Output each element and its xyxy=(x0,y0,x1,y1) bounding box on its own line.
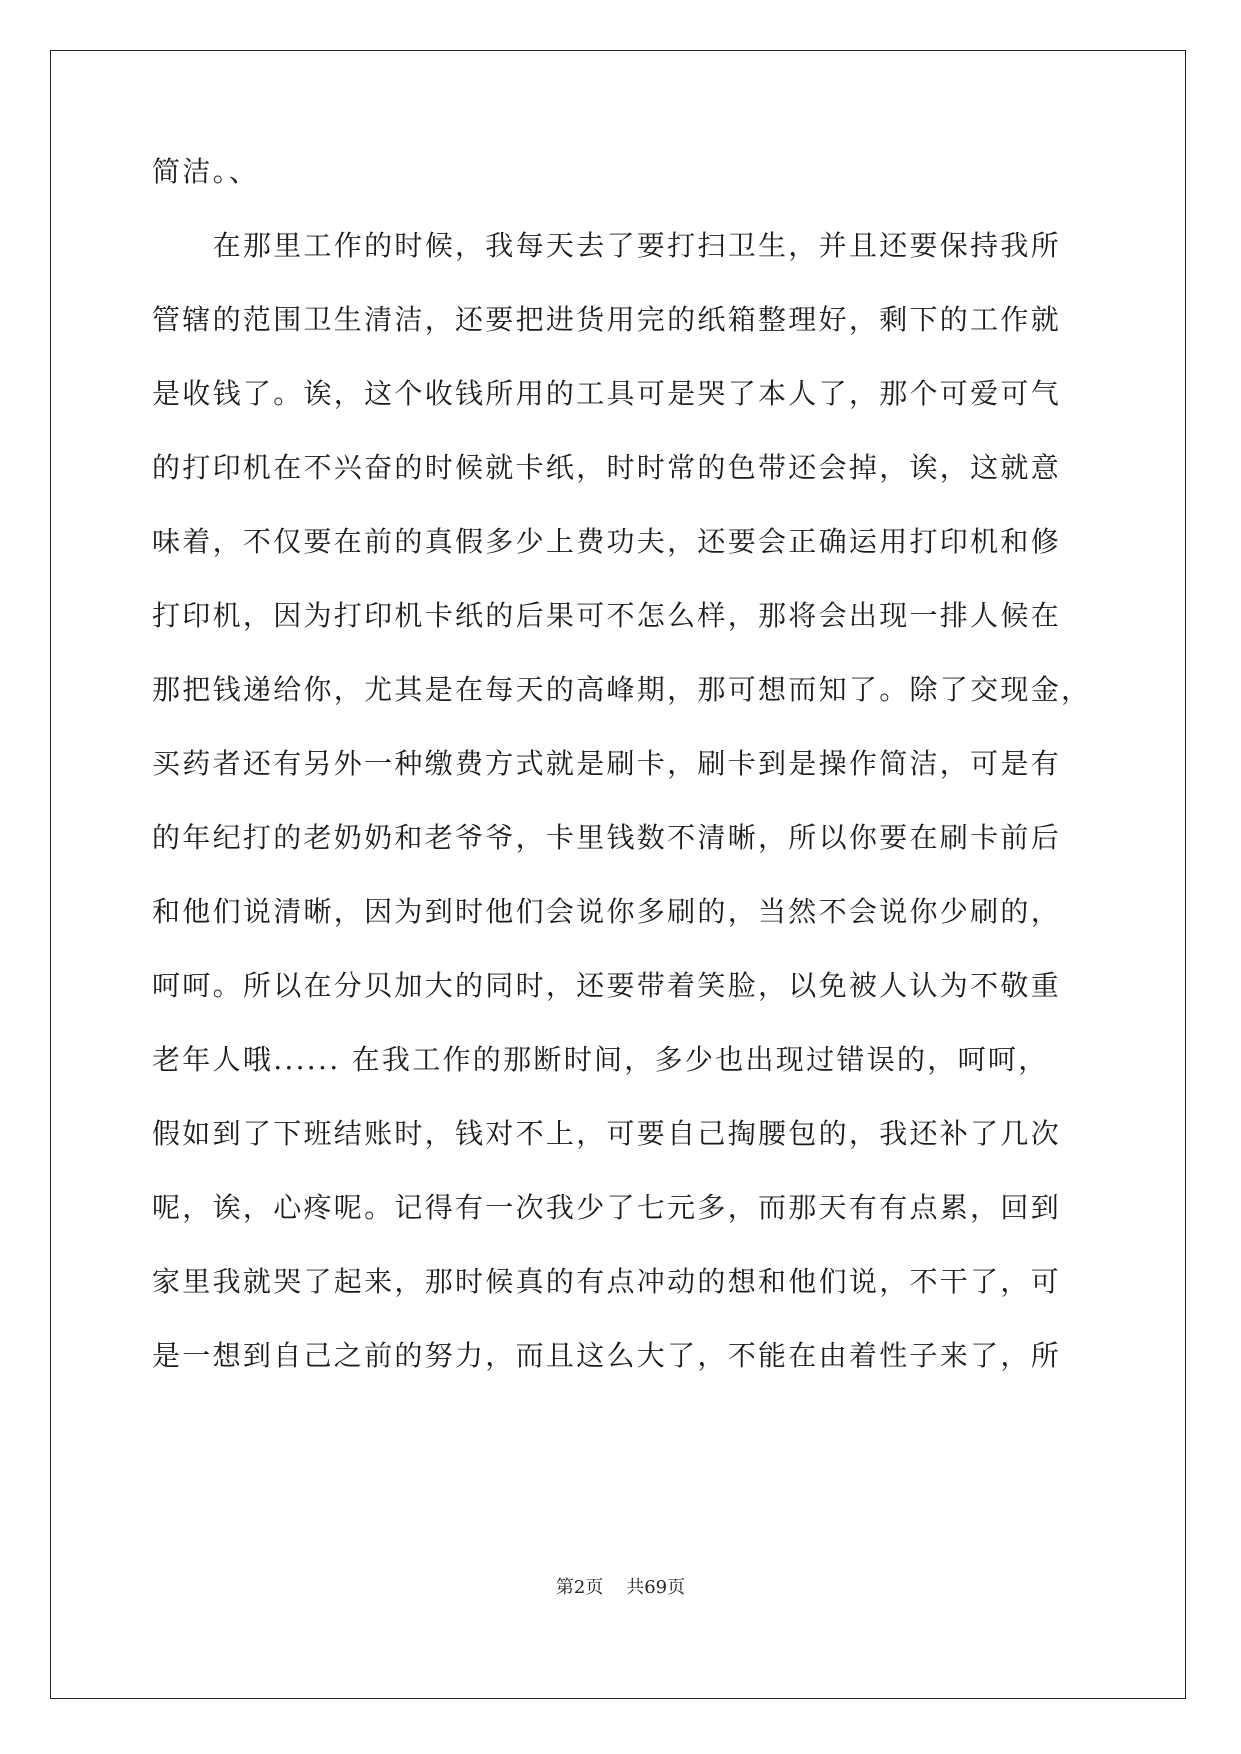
text-line: 呵呵。所以在分贝加大的同时，还要带着笑脸，以免被人认为不敬重 xyxy=(152,969,1062,1002)
page-number: 第2页 xyxy=(555,1577,604,1598)
text-line: 在那里工作的时候，我每天去了要打扫卫生，并且还要保持我所 xyxy=(152,229,1062,262)
text-line: 的打印机在不兴奋的时候就卡纸，时时常的色带还会掉，诶，这就意 xyxy=(152,451,1062,484)
text-line: 是收钱了。诶，这个收钱所用的工具可是哭了本人了，那个可爱可气 xyxy=(152,377,1062,410)
page-border xyxy=(50,50,1186,1699)
page-footer xyxy=(0,1576,1241,1600)
text-line: 呢，诶，心疼呢。记得有一次我少了七元多，而那天有有点累，回到 xyxy=(152,1191,1062,1224)
text-line: 的年纪打的老奶奶和老爷爷，卡里钱数不清晰，所以你要在刷卡前后 xyxy=(152,821,1062,854)
text-line: 味着，不仅要在前的真假多少上费功夫，还要会正确运用打印机和修 xyxy=(152,525,1062,558)
text-line: 管辖的范围卫生清洁，还要把进货用完的纸箱整理好，剩下的工作就 xyxy=(152,303,1062,336)
text-line: 和他们说清晰，因为到时他们会说你多刷的，当然不会说你少刷的， xyxy=(152,895,1062,928)
text-line: 简洁。、 xyxy=(152,155,260,188)
text-line: 买药者还有另外一种缴费方式就是刷卡，刷卡到是操作简洁，可是有 xyxy=(152,747,1062,780)
text-line: 打印机，因为打印机卡纸的后果可不怎么样，那将会出现一排人候在 xyxy=(152,599,1062,632)
page-total: 共69页 xyxy=(626,1577,686,1598)
text-line: 那把钱递给你，尤其是在每天的高峰期，那可想而知了。除了交现金， xyxy=(152,673,1092,706)
text-line: 老年人哦...... 在我工作的那断时间，多少也出现过错误的，呵呵， xyxy=(152,1043,1049,1076)
text-line: 假如到了下班结账时，钱对不上，可要自己掏腰包的，我还补了几次 xyxy=(152,1117,1062,1150)
text-line: 是一想到自己之前的努力，而且这么大了，不能在由着性子来了，所 xyxy=(152,1339,1062,1372)
text-line: 家里我就哭了起来，那时候真的有点冲动的想和他们说，不干了，可 xyxy=(152,1265,1062,1298)
